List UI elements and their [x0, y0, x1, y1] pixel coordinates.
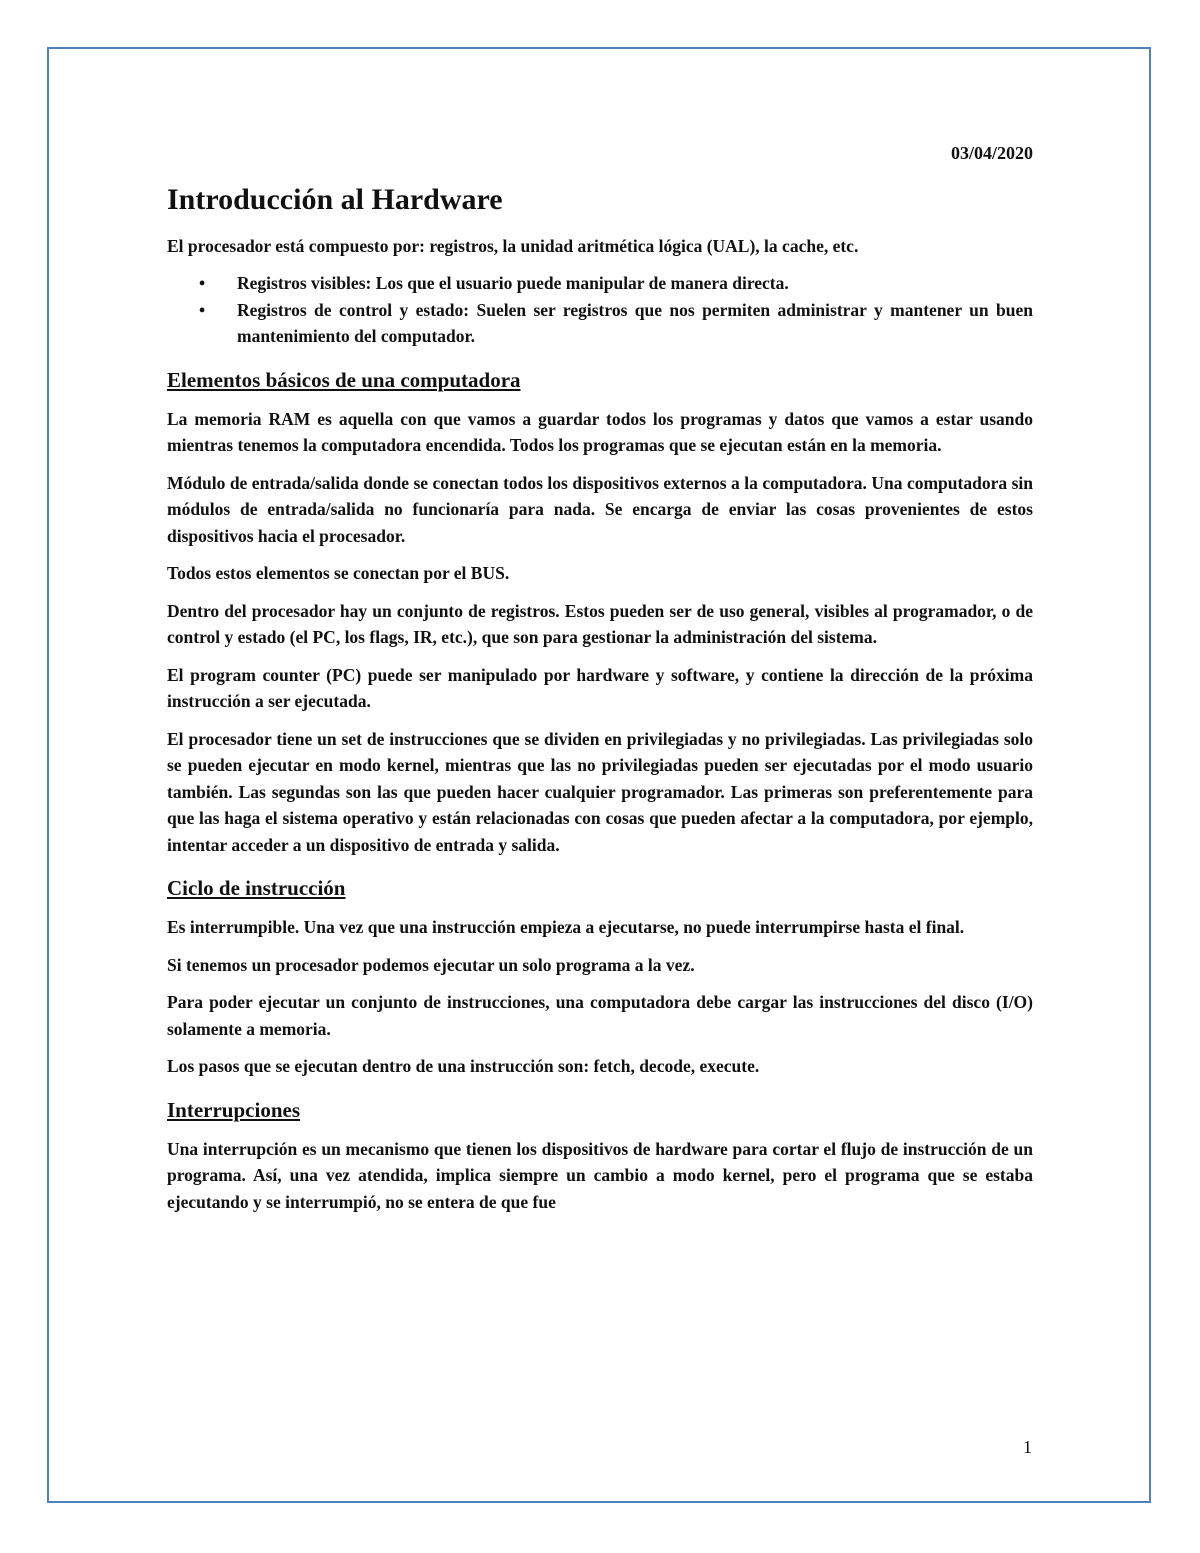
section-heading: Elementos básicos de una computadora — [167, 367, 521, 392]
list-item — [199, 270, 1033, 297]
intro-paragraph: El procesador está compuesto por: registros, la unidad aritmética lógica (UAL), la cache, etc. — [167, 235, 859, 256]
document-date: 03/04/2020 — [950, 143, 1033, 163]
paragraph: La memoria RAM es aquella con que vamos a guardar todos los programas y datos que vamos a estar usando mientras tenemos la computadora encendida. Todos los programas que se ejecutan están en la memoria. — [167, 408, 1033, 455]
document-title: Introducción al Hardware — [167, 182, 503, 216]
register-list — [167, 270, 1033, 350]
page-number: 1 — [1023, 1437, 1032, 1457]
paragraph: El procesador tiene un set de instrucciones que se dividen en privilegiadas y no privilegiadas. Las privilegiadas solo se pueden ejecutar en modo kernel, mientras que las no privilegiadas pueden ser ejecutadas por el modo usuario también. Las segundas son las que pueden hacer cualquier programador. Las primeras son preferentemente para que las haga el sistema operativo y están relacionadas con cosas que pueden afectar a la computadora, por ejemplo, intentar acceder a un dispositivo de entrada y salida. — [167, 728, 1033, 855]
section-heading: Ciclo de instrucción — [167, 876, 346, 900]
bullet-icon: • — [199, 299, 206, 320]
list-item — [199, 297, 1033, 350]
paragraph: Todos estos elementos se conectan por el BUS. — [167, 563, 510, 583]
paragraph: Módulo de entrada/salida donde se conectan todos los dispositivos externos a la computadora. Una computadora sin módulos de entrada/salida no funcionaría para nada. Se encarga de enviar las cosas provenientes de estos dispositivos hacia el procesador. — [167, 472, 1033, 546]
bullet-icon: • — [199, 273, 206, 293]
paragraph: Si tenemos un procesador podemos ejecutar un solo programa a la vez. — [167, 954, 695, 975]
list-item-text: Registros visibles: Los que el usuario puede manipular de manera directa. — [237, 273, 789, 293]
paragraph: El program counter (PC) puede ser manipulado por hardware y software, y contiene la dirección de la próxima instrucción a ser ejecutada. — [167, 664, 1033, 711]
paragraph: Dentro del procesador hay un conjunto de registros. Estos pueden ser de uso general, visibles al programador, o de control y estado (el PC, los flags, IR, etc.), que son para gestionar la administración del sistema. — [167, 600, 1033, 647]
paragraph: Para poder ejecutar un conjunto de instrucciones, una computadora debe cargar las instrucciones del disco (I/O) solamente a memoria. — [167, 992, 1033, 1039]
paragraph: Una interrupción es un mecanismo que tienen los dispositivos de hardware para cortar el flujo de instrucción de un programa. Así, una vez atendida, implica siempre un cambio a modo kernel, pero el programa que se estaba ejecutando y se interrumpió, no se entera de que fue — [167, 1138, 1033, 1212]
paragraph: Los pasos que se ejecutan dentro de una instrucción son: fetch, decode, execute. — [167, 1056, 760, 1076]
document-body — [167, 130, 1033, 1226]
list-item-text: Registros de control y estado: Suelen ser registros que nos permiten administrar y mantener un buen mantenimiento del computador. — [237, 299, 1033, 346]
section-heading: Interrupciones — [167, 1097, 300, 1122]
paragraph: Es interrumpible. Una vez que una instrucción empieza a ejecutarse, no puede interrumpirse hasta el final. — [167, 917, 965, 937]
